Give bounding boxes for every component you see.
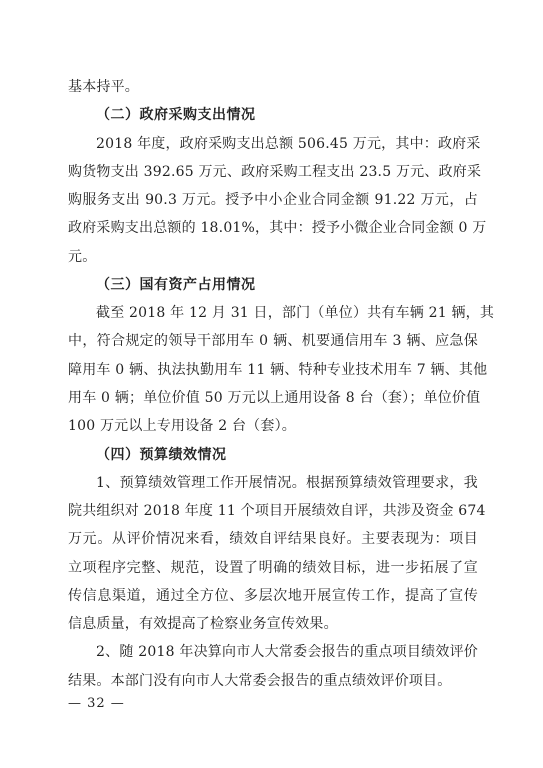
paragraph-line: 用车 0 辆；单位价值 50 万元以上通用设备 8 台（套）；单位价值 <box>68 390 481 406</box>
paragraph-line: 购货物支出 392.65 万元、政府采购工程支出 23.5 万元、政府采 <box>68 164 482 180</box>
paragraph-line: 截至 2018 年 12 月 31 日，部门（单位）共有车辆 21 辆，其 <box>96 305 495 321</box>
paragraph-line: 1、预算绩效管理工作开展情况。根据预算绩效管理要求，我 <box>96 475 478 491</box>
paragraph-line: 100 万元以上专用设备 2 台（套）。 <box>68 418 296 434</box>
page-number: — 32 — <box>68 696 125 711</box>
paragraph-line: 万元。从评价情况来看，绩效自评结果良好。主要表现为：项目 <box>68 531 478 547</box>
paragraph-line: 2018 年度，政府采购支出总额 506.45 万元，其中：政府采 <box>96 136 481 152</box>
paragraph-line: 政府采购支出总额的 18.01%，其中：授予小微企业合同金额 0 万 <box>68 220 487 236</box>
paragraph-line: 元。 <box>68 249 97 265</box>
section-heading-procurement: （二）政府采购支出情况 <box>96 107 256 123</box>
paragraph-line: 基本持平。 <box>68 79 139 95</box>
paragraph-line: 障用车 0 辆、执法执勤用车 11 辆、特种专业技术用车 7 辆、其他 <box>68 362 488 378</box>
section-heading-assets: （三）国有资产占用情况 <box>96 277 256 293</box>
paragraph-line: 院共组织对 2018 年度 11 个项目开展绩效自评，共涉及资金 674 <box>68 503 486 519</box>
paragraph-line: 2、随 2018 年决算向市人大常委会报告的重点项目绩效评价 <box>96 644 478 660</box>
paragraph-line: 立项程序完整、规范，设置了明确的绩效目标，进一步拓展了宣 <box>68 560 478 576</box>
paragraph-line: 结果。本部门没有向市人大常委会报告的重点绩效评价项目。 <box>68 673 452 689</box>
paragraph-line: 中，符合规定的领导干部用车 0 辆、机要通信用车 3 辆、应急保 <box>68 333 478 349</box>
paragraph-line: 购服务支出 90.3 万元。授予中小企业合同金额 91.22 万元，占 <box>68 192 478 208</box>
paragraph-line: 传信息渠道，通过全方位、多层次地开展宣传工作，提高了宣传 <box>68 588 478 604</box>
paragraph-line: 信息质量，有效提高了检察业务宣传效果。 <box>68 616 338 632</box>
section-heading-performance: （四）预算绩效情况 <box>96 447 227 463</box>
